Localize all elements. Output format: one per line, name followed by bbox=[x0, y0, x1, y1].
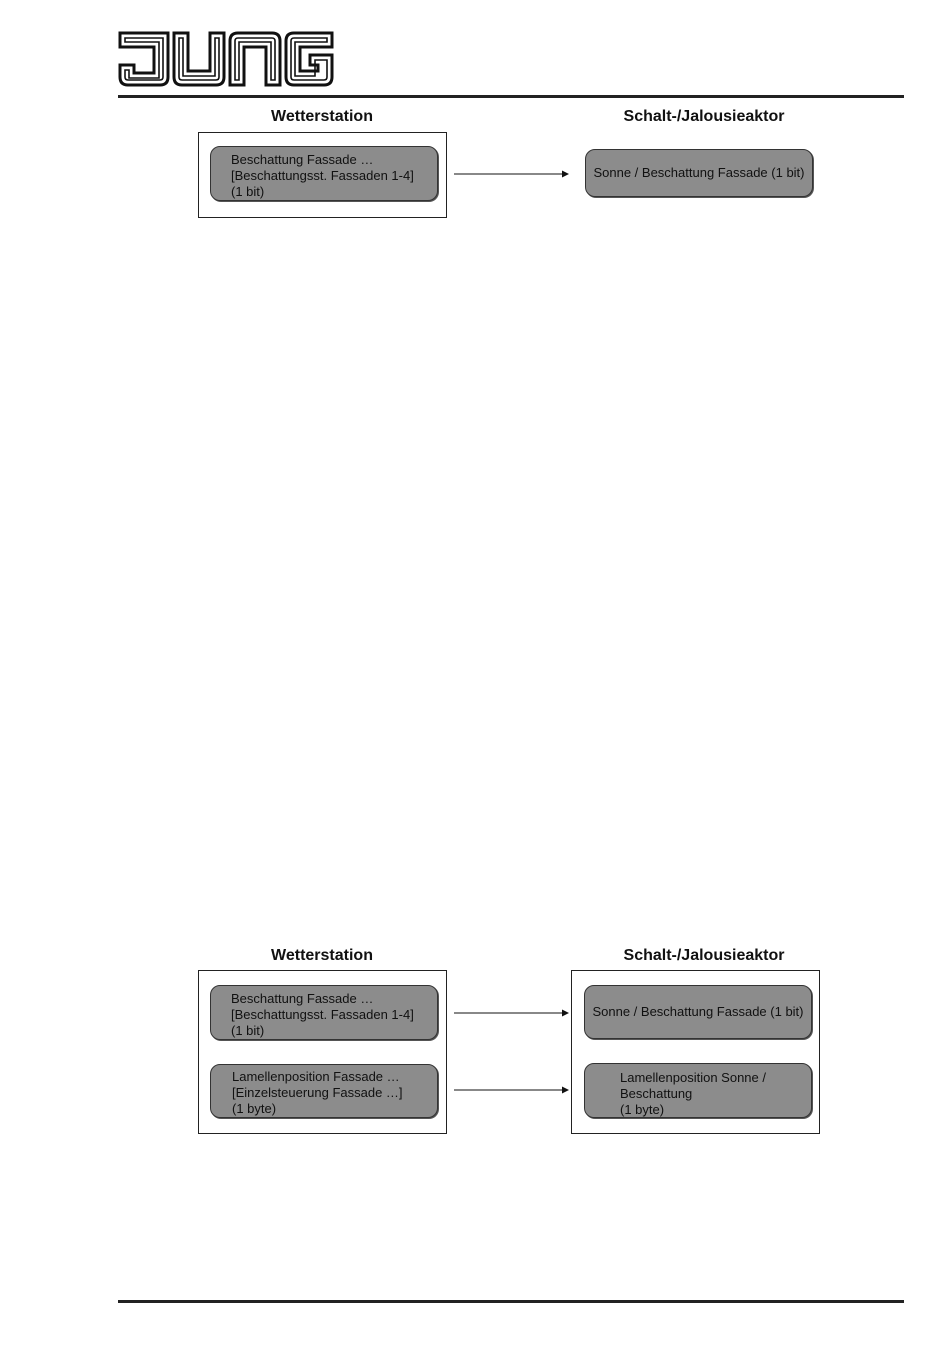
source-object-line: Beschattung Fassade … bbox=[231, 991, 374, 1006]
connection-arrow bbox=[454, 1007, 570, 1019]
target-object-box bbox=[584, 1063, 812, 1118]
source-object-line: [Beschattungsst. Fassaden 1-4] bbox=[231, 168, 414, 183]
target-object-line: Beschattung bbox=[620, 1086, 693, 1101]
source-object-line: [Einzelsteuerung Fassade …] bbox=[232, 1085, 403, 1100]
target-object-line: Sonne / Beschattung Fassade (1 bit) bbox=[593, 165, 805, 180]
source-object-line: Beschattung Fassade … bbox=[231, 152, 374, 167]
connection-arrow bbox=[454, 168, 570, 180]
source-object-box bbox=[210, 1064, 438, 1118]
source-object-line: (1 bit) bbox=[231, 184, 265, 199]
right-column-title: Schalt-/Jalousieaktor bbox=[623, 108, 785, 125]
target-object-box bbox=[585, 149, 813, 197]
source-object-box bbox=[210, 146, 438, 201]
target-object-line: Sonne / Beschattung Fassade (1 bit) bbox=[592, 1004, 804, 1019]
footer-rule bbox=[118, 1300, 904, 1303]
connection-arrow bbox=[454, 1084, 570, 1096]
jung-logo bbox=[118, 31, 334, 87]
source-object-line: [Beschattungsst. Fassaden 1-4] bbox=[231, 1007, 414, 1022]
target-object-line: Lamellenposition Sonne / bbox=[620, 1070, 766, 1085]
left-column-title: Wetterstation bbox=[271, 108, 373, 125]
source-object-line: Lamellenposition Fassade … bbox=[232, 1069, 400, 1084]
source-object-box bbox=[210, 985, 438, 1040]
left-column-title: Wetterstation bbox=[271, 947, 373, 964]
right-column-title: Schalt-/Jalousieaktor bbox=[623, 947, 785, 964]
source-object-line: (1 byte) bbox=[232, 1101, 277, 1116]
header-rule bbox=[118, 95, 904, 98]
target-object-line: (1 byte) bbox=[620, 1102, 665, 1117]
target-object-box bbox=[584, 985, 812, 1039]
source-object-line: (1 bit) bbox=[231, 1023, 265, 1038]
